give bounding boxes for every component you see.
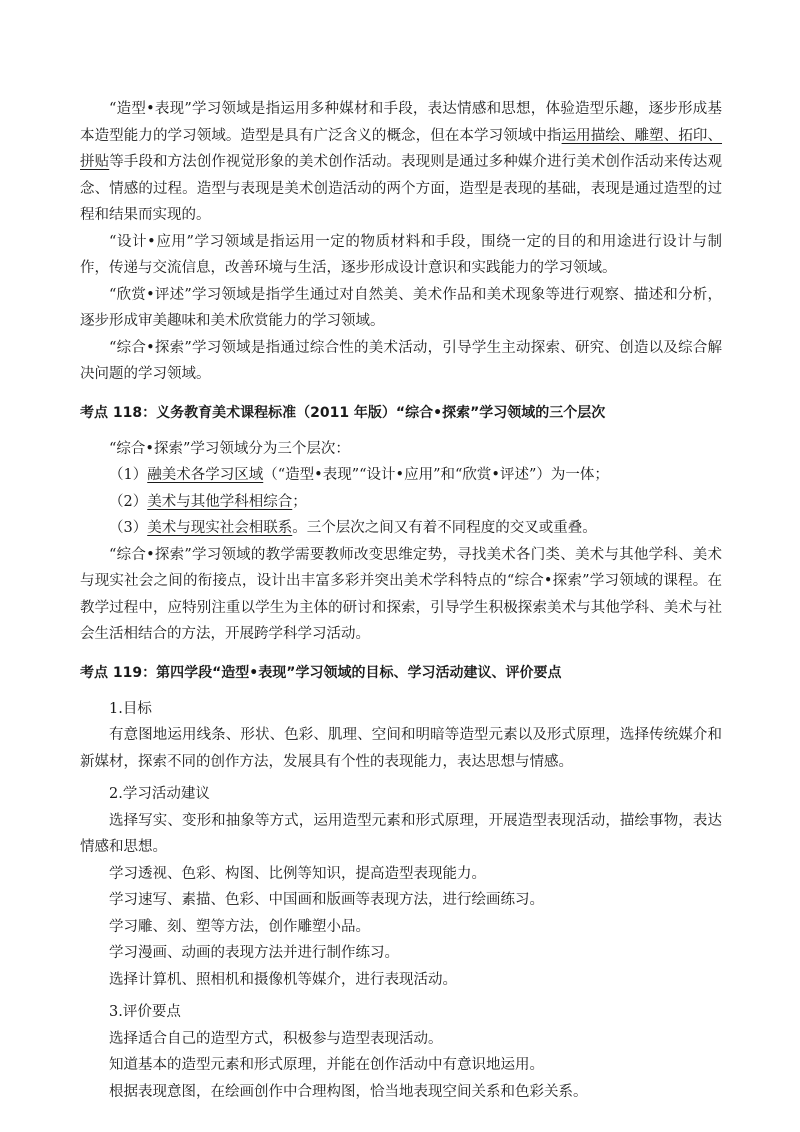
paragraph-teaching-approach: “综合•探索”学习领域的教学需要教师改变思维定势，寻找美术各门类、美术与其他学科、美术与现实社会之间的衔接点，设计出丰富多彩并突出美术学科特点的“综合•探索”学习领域的课程。在教学过程中，应特别注重以学生为主体的研讨和探索，引导学生积极探索美术与其他学科、美术与社会生活相结合的方法，开展跨学科学习活动。: [80, 546, 722, 642]
list-number: （1）: [109, 467, 148, 483]
subheading-goals: 1.目标: [109, 700, 152, 717]
section-heading-119: 考点 119：第四学段“造型•表现”学习领域的目标、学习活动建议、评价要点: [80, 664, 562, 681]
underlined-text: 融美术各学习区域: [147, 467, 264, 483]
list-item-level-3: [80, 515, 722, 542]
paragraph-activity-1: 选择写实、变形和抽象等方式，运用造型元素和形式原理，开展造型表现活动，描绘事物，表达情感和思想。: [80, 812, 722, 855]
text-run: （“造型•表现”“设计•应用”和“欣赏•评述”）为一体；: [263, 467, 609, 483]
paragraph-xinshang-pingshu: “欣赏•评述”学习领域是指学生通过对自然美、美术作品和美术现象等进行观察、描述和分析，逐步形成审美趣味和美术欣赏能力的学习领域。: [80, 286, 722, 329]
paragraph-activity-6: 选择计算机、照相机和摄像机等媒介，进行表现活动。: [109, 971, 457, 988]
subheading-activities: 2.学习活动建议: [109, 786, 210, 802]
paragraph-evaluation-3: 根据表现意图，在绘画创作中合理构图，恰当地表现空间关系和色彩关系。: [109, 1083, 588, 1100]
text-run: “造型•表现”学习领域是指运用多种媒材和手段，表达情感和思想，体验造型乐趣，逐步形成基本造型能力的学习领域。造型是具有广泛含义的概念，但在本学习领域中指: [80, 101, 722, 144]
paragraph-three-levels-intro: “综合•探索”学习领域分为三个层次：: [109, 440, 350, 457]
subheading-evaluation: 3.评价要点: [109, 1004, 181, 1020]
document-body: [80, 96, 722, 1105]
underlined-text: 美术与现实社会相联系: [147, 520, 293, 536]
paragraph-evaluation-1: 选择适合自己的造型方式，积极参与造型表现活动。: [109, 1030, 443, 1047]
list-number: （2）: [109, 493, 148, 510]
text-run: 等手段和方法创作视觉形象的美术创作活动。表现则是通过多种媒介进行美术创作活动来传达观念、情感的过程。造型与表现是美术创造活动的两个方面，造型是表现的基础，表现是通过造型的过程和结果而实现的。: [80, 154, 722, 223]
list-item-level-2: [80, 489, 722, 516]
list-item-level-1: [80, 462, 722, 489]
paragraph-zonghe-tansuo: “综合•探索”学习领域是指通过综合性的美术活动，引导学生主动探索、研究、创造以及综合解决问题的学习领域。: [80, 339, 722, 382]
underlined-text: 运用描绘、雕塑、拓印、拼贴: [80, 127, 723, 170]
paragraph-sheji-yingyong: “设计•应用”学习领域是指运用一定的物质材料和手段，围绕一定的目的和用途进行设计与制作，传递与交流信息，改善环境与生活，逐步形成设计意识和实践能力的学习领域。: [80, 233, 722, 276]
underlined-text: 美术与其他学科相综合: [147, 493, 293, 510]
text-run: 。三个层次之间又有着不同程度的交叉或重叠。: [292, 520, 597, 536]
paragraph-activity-4: 学习雕、刻、塑等方法，创作雕塑小品。: [109, 918, 370, 935]
paragraph-activity-3: 学习速写、素描、色彩、中国画和版画等表现方法，进行绘画练习。: [109, 892, 544, 908]
paragraph-activity-2: 学习透视、色彩、构图、比例等知识，提高造型表现能力。: [109, 865, 486, 882]
paragraph-evaluation-2: 知道基本的造型元素和形式原理，并能在创作活动中有意识地运用。: [109, 1057, 544, 1073]
list-number: （3）: [109, 520, 148, 536]
paragraph-goals: 有意图地运用线条、形状、色彩、肌理、空间和明暗等造型元素以及形式原理，选择传统媒介和新媒材，探索不同的创作方法，发展具有个性的表现能力，表达思想与情感。: [80, 727, 722, 770]
paragraph-zaoxing-biaoxian: [80, 96, 722, 229]
section-heading-118: 考点 118：义务教育美术课程标准（2011 年版）“综合•探索”学习领域的三个层次: [80, 404, 606, 421]
text-run: ；: [292, 493, 307, 510]
paragraph-activity-5: 学习漫画、动画的表现方法并进行制作练习。: [109, 945, 399, 961]
